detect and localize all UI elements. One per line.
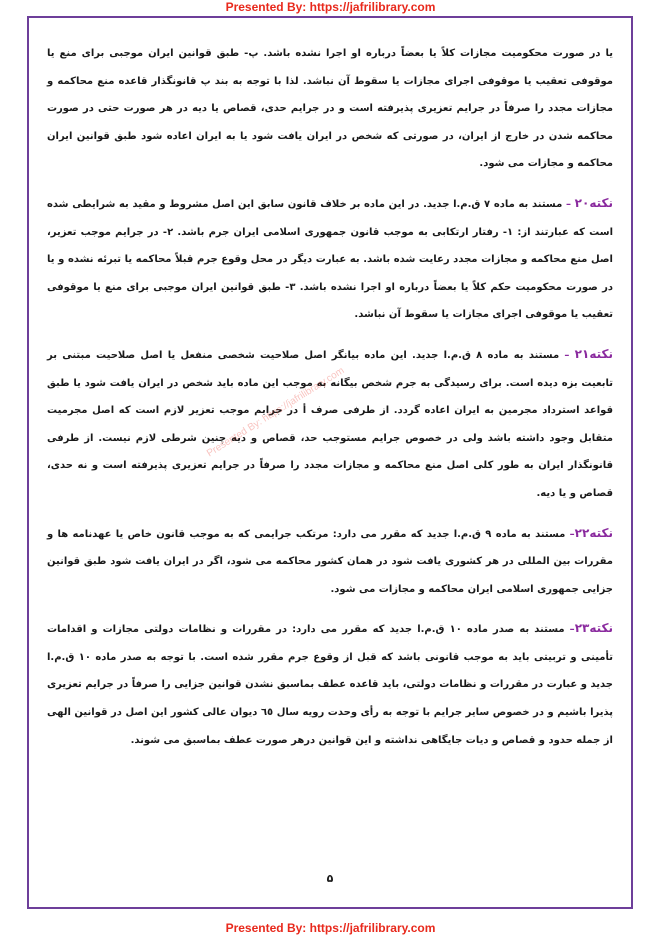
presented-by-footer: Presented By: https://jafrilibrary.com — [225, 921, 436, 935]
page-frame — [27, 16, 633, 909]
note-23-dash: – — [564, 624, 575, 636]
note-21-dash: – — [559, 349, 575, 361]
note-20-paragraph — [47, 190, 613, 329]
page-number: ۵ — [326, 872, 334, 885]
presented-by-header: Presented By: https://jafrilibrary.com — [225, 0, 436, 14]
note-23-label: نکته۲۳ — [574, 621, 614, 636]
note-23-text: مستند به صدر ماده ۱۰ ق.م.ا جدید که مقرر می دارد: در مقررات و نظامات دولتی مجازات و اقدامات تأمینی و تربیتی باید به موجب قانونی باشد که قبل از وقوع جرم مقرر شده است. با توجه به صدر ماده ۱۰ ق.م.ا جدید و عبارت در مقررات و نظامات دولتی، باید قاعده عطف بماسبق نشدن قوانین جزایی را صرفاً در جرایم تعزیری پذیرا باشیم و در خصوص سایر جرایم با توجه به رأی وحدت رویه سال ٦٥ دیوان عالی کشور این اصل در قوانین الهی از جمله حدود و قصاص و دیات جایگاهی نداشته و این قوانین درهر صورت عطف بماسبق می شوند. — [47, 624, 613, 746]
note-22-paragraph — [47, 520, 613, 604]
note-22-text: مستند به ماده ۹ ق.م.ا جدید که مقرر می دارد: مرتکب جرایمی که به موجب قانون خاص یا عهدنامه ها و مقررات بین المللی در هر کشوری یافت شود در همان کشور محاکمه می شود، اگر در ایران یافت شود طبق قوانین جزایی جمهوری اسلامی ایران محاکمه و مجازات می شود. — [47, 528, 613, 595]
watermark-text: Presented By: https://jafrilibrary.com — [205, 365, 347, 460]
note-20-text: مستند به ماده ۷ ق.م.ا جدید. در این ماده بر خلاف قانون سابق این اصل مشروط و مقید به شرایطی شده است که عبارتند از: ۱- رفتار ارتکابی به موجب قانون جمهوری اسلامی ایران جرم باشد. ۲- در جرایم موجب تعزیر، اصل منع محاکمه و مجازات مجدد رعایت شده باشد. به عبارت دیگر در محل وقوع جرم قبلاً محاکمه یا تبرئه نشده و یا در صورت محکومیت حکم کلاً یا بعضاً درباره او اجرا نشده باشد. ۳- طبق قوانین ایران موجبی برای منع یا موقوفی تعقیب یا موقوفی اجرای مجازات یا سقوط آن نباشد. — [47, 198, 613, 321]
note-21-paragraph — [47, 341, 613, 508]
note-23-paragraph — [47, 615, 613, 754]
note-20-label: نکته۲۰ — [574, 195, 613, 210]
note-22-label: نکته۲۲ — [574, 525, 613, 540]
note-21-text: مستند به ماده ۸ ق.م.ا جدید. این ماده بیانگر اصل صلاحیت شخصی منفعل یا اصل صلاحیت مبتنی بر تابعیت بزه دیده است. برای رسیدگی به جرم شخص بیگانه به موجب این ماده باید شخص در ایران یافت شود یا طبق قواعد استرداد مجرمین به ایران اعاده گردد. از طرفی صرف أ در جرایم موجب تعزیر لازم است که اصل مجرمیت متقابل وجود داشته باشد ولی در خصوص جرایم مستوجب حد، قصاص و دیه چنین شرطی لازم نیست. از طرفی قانونگذار ایران به طور کلی اصل منع محاکمه و مجازات مجدد را صرفاً در جرایم تعزیری پذیرفته است و نه حدی، قصاص و یا دیه. — [47, 349, 613, 499]
note-21-label: نکته۲۱ — [574, 346, 613, 361]
intro-paragraph: یا در صورت محکومیت مجازات کلاً یا بعضاً درباره او اجرا نشده باشد. پ- طبق قوانین ایران موجبی برای منع یا موقوفی تعقیب یا موقوفی اجرای مجازات یا سقوط آن نباشد. لذا با توجه به بند پ قانونگذار قاعده منع محاکمه و مجازات مجدد را صرفاً در جرایم تعزیری پذیرفته است و در جرایم حدی، قصاص یا دیه در هر صورت حتی در صورت محاکمه شدن در خارج از ایران، در صورتی که شخص در ایران یافت شود یا به ایران اعاده شود طبق قوانین ایران محاکمه و مجازات می شود. — [47, 48, 613, 170]
note-22-dash: – — [565, 528, 575, 540]
page-content — [47, 40, 613, 766]
note-20-dash: – — [562, 198, 575, 210]
